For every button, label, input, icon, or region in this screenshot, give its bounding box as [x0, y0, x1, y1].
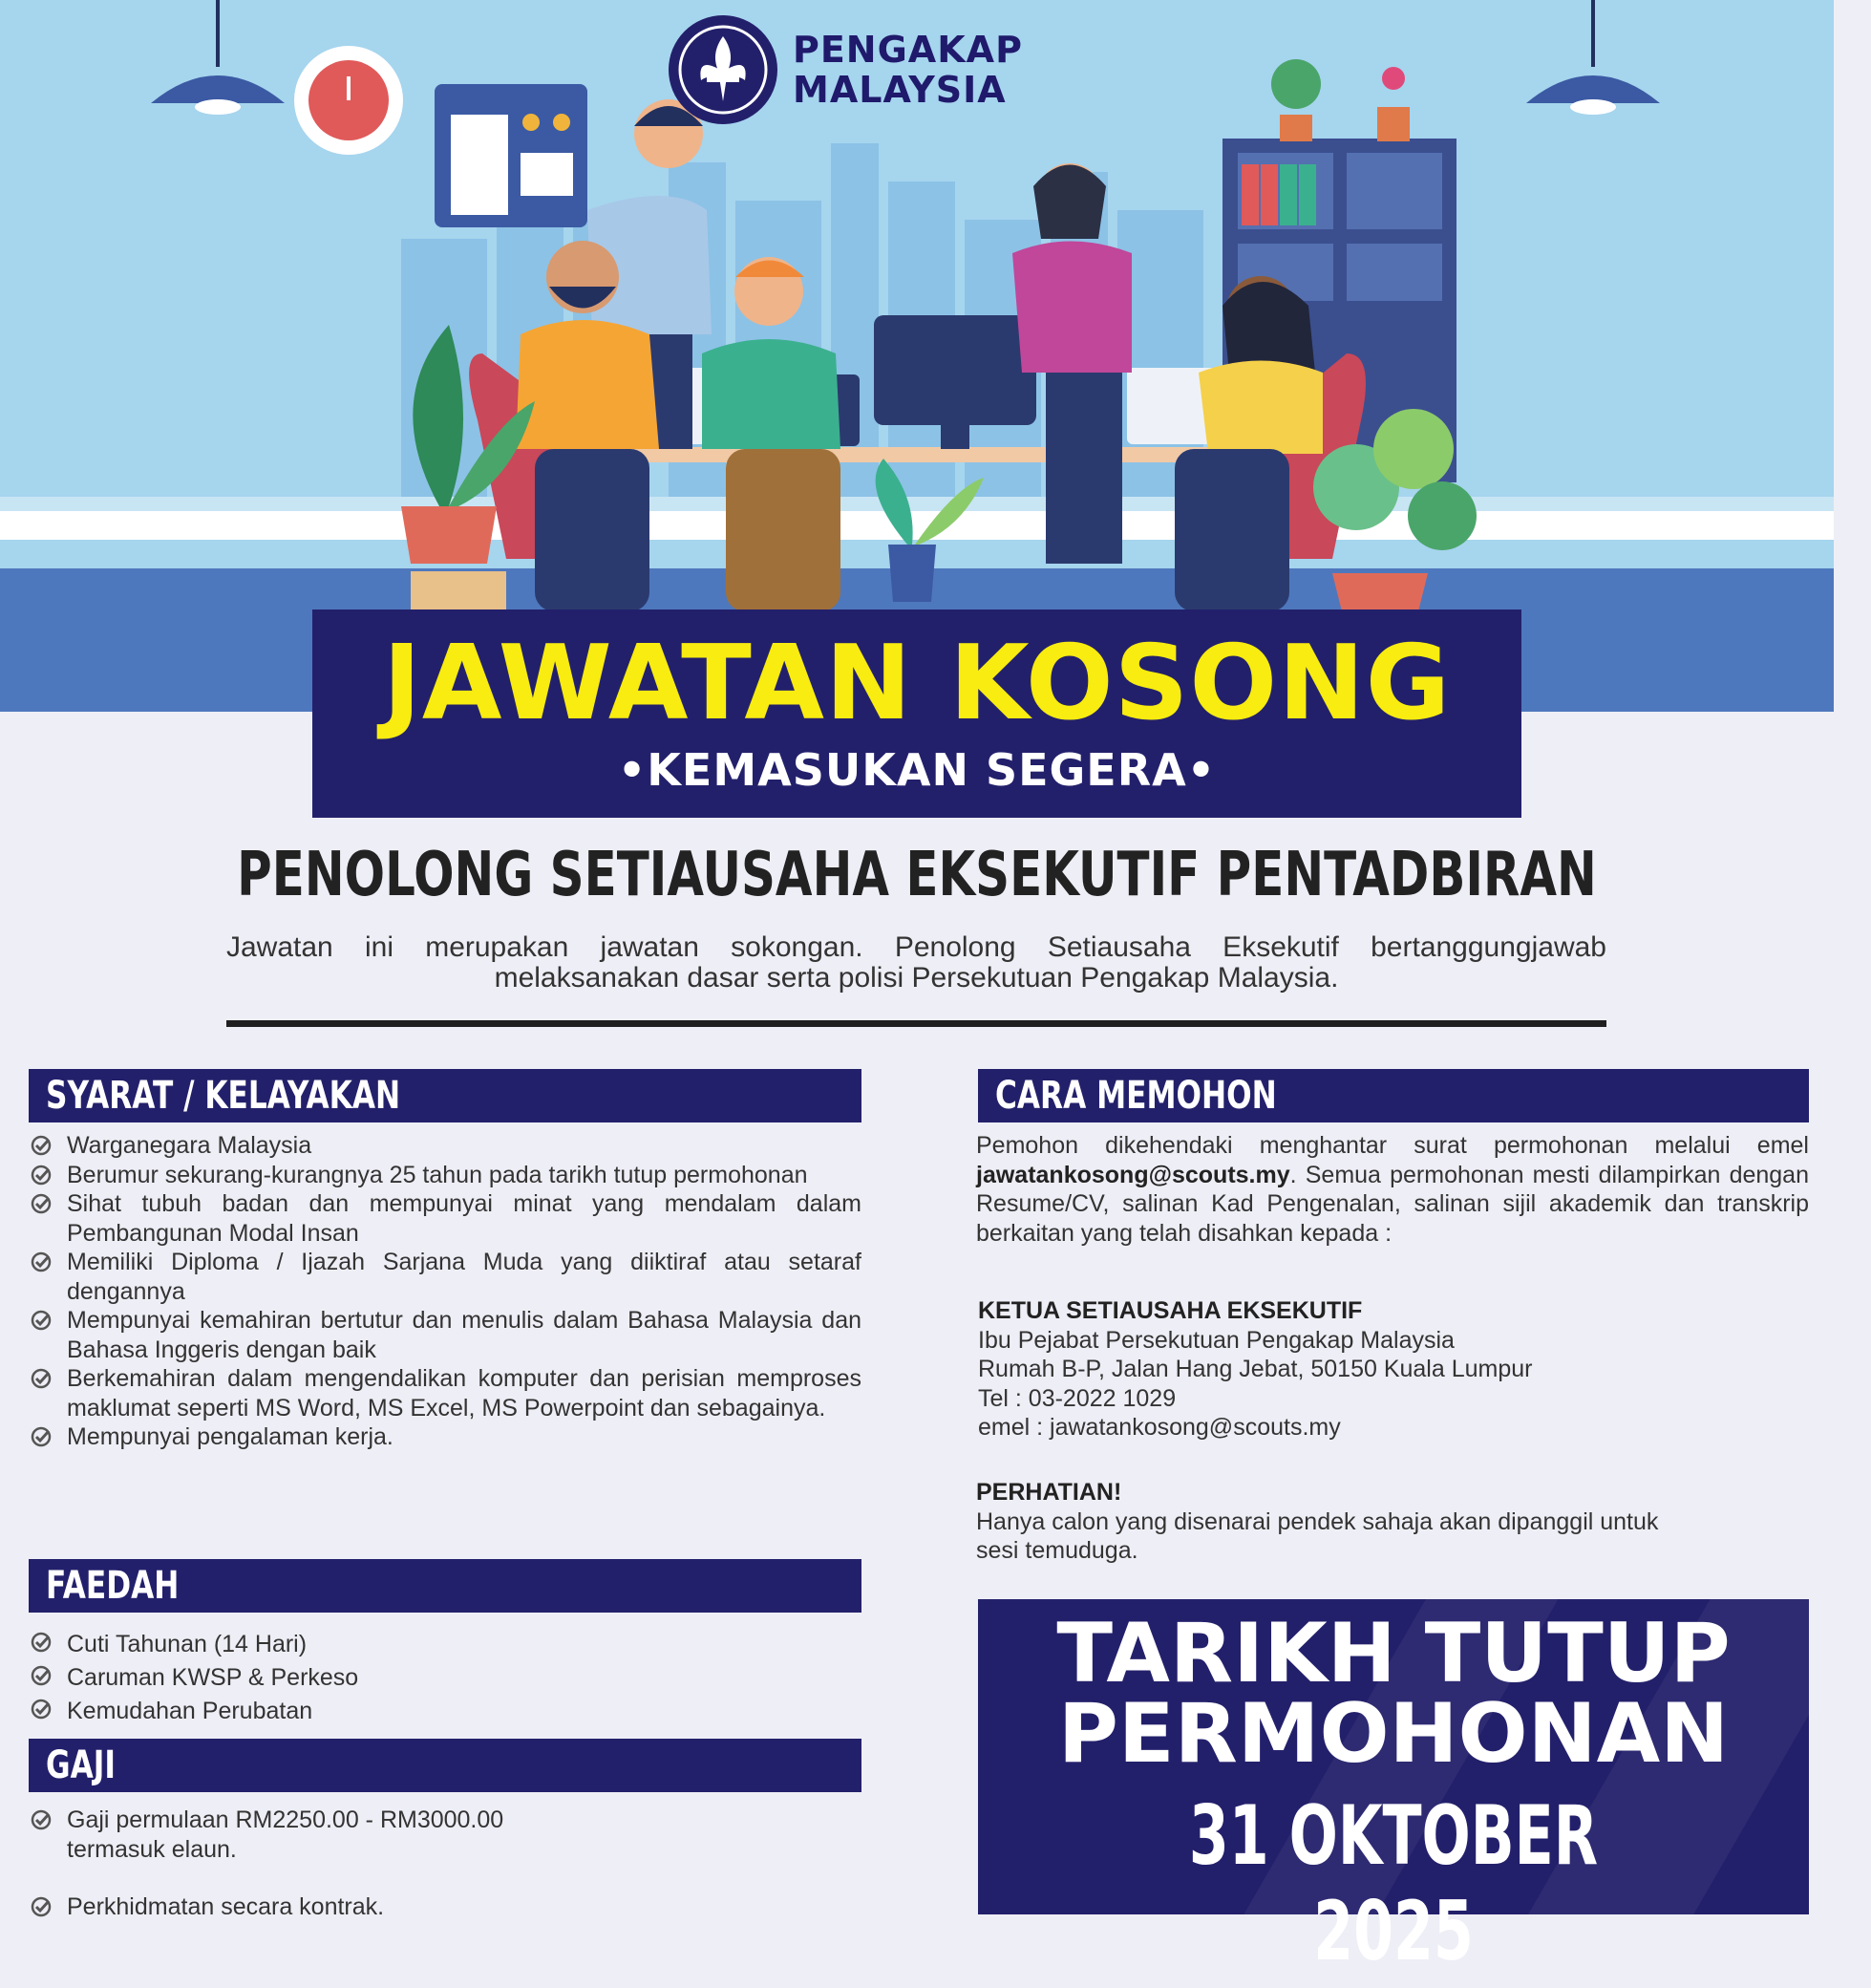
check-circle-icon: [31, 1632, 52, 1653]
benefits-list: [31, 1628, 861, 1728]
requirements-heading: SYARAT / KELAYAKAN: [29, 1069, 861, 1122]
check-circle-icon: [31, 1665, 52, 1686]
notice-line-2: sesi temuduga.: [976, 1537, 1138, 1564]
list-item: Mempunyai pengalaman kerja.: [31, 1422, 861, 1452]
check-circle-icon: [31, 1368, 52, 1389]
deadline-line-1: TARIKH TUTUP: [1056, 1606, 1731, 1701]
list-item: Cuti Tahunan (14 Hari): [31, 1628, 861, 1661]
vacancy-title-box: [312, 609, 1521, 818]
list-item: Memiliki Diploma / Ijazah Sarjana Muda yang diiktiraf atau setaraf dengannya: [31, 1248, 861, 1306]
check-circle-icon: [31, 1699, 52, 1720]
divider: [226, 1020, 1606, 1027]
address-block: [978, 1296, 1532, 1443]
apply-instructions: Pemohon dikehendaki menghantar surat permohonan melalui emel jawatankosong@scouts.my. Semua permohonan mesti dilampirkan dengan Resume/CV, salinan Kad Pengenalan, salinan sijil akademik dan transkrip berkaitan yang telah disahkan kepada :: [976, 1132, 1809, 1247]
requirements-list: [31, 1131, 861, 1452]
check-circle-icon: [31, 1193, 52, 1214]
deadline-box: [978, 1599, 1809, 1979]
check-circle-icon: [31, 1896, 52, 1917]
intro-paragraph: Jawatan ini merupakan jawatan sokongan. Penolong Setiausaha Eksekutif bertanggungjawab melaksanakan dasar serta polisi Persekutuan Pengakap Malaysia.: [226, 931, 1606, 994]
title-sub: •KEMASUKAN SEGERA•: [617, 744, 1217, 796]
check-circle-icon: [31, 1426, 52, 1447]
fleur-de-lis-emblem-icon: [667, 13, 779, 126]
list-item: Caruman KWSP & Perkeso: [31, 1661, 861, 1695]
list-item: Sihat tubuh badan dan mempunyai minat yang mendalam dalam Pembangunan Modal Insan: [31, 1189, 861, 1248]
address-line-2: Rumah B-P, Jalan Hang Jebat, 50150 Kuala Lumpur: [978, 1356, 1533, 1382]
salary-heading: GAJI: [29, 1739, 861, 1792]
address-email[interactable]: emel : jawatankosong@scouts.my: [978, 1414, 1341, 1441]
deadline-date: 31 OKTOBER 2025: [1188, 1788, 1599, 1979]
address-line-1: Ibu Pejabat Persekutuan Pengakap Malaysia: [978, 1326, 1455, 1354]
position-title: PENOLONG SETIAUSAHA EKSEKUTIF PENTADBIRAN: [237, 840, 1597, 910]
list-item: Gaji permulaan RM2250.00 - RM3000.00 termasuk elaun.: [31, 1806, 861, 1864]
logo-line-2: MALAYSIA: [793, 69, 1007, 111]
check-circle-icon: [31, 1251, 52, 1272]
address-tel: Tel : 03-2022 1029: [978, 1384, 1177, 1412]
list-item: Mempunyai kemahiran bertutur dan menulis dalam Bahasa Malaysia dan Bahasa Inggeris dengan baik: [31, 1306, 861, 1364]
list-item: Kemudahan Perubatan: [31, 1695, 861, 1728]
list-item: Warganegara Malaysia: [31, 1131, 861, 1161]
notice-block: [976, 1478, 1817, 1566]
notice-line-1: Hanya calon yang disenarai pendek sahaja akan dipanggil untuk: [976, 1507, 1659, 1535]
notice-title: PERHATIAN!: [976, 1479, 1122, 1506]
list-item: Berumur sekurang-kurangnya 25 tahun pada tarikh tutup permohonan: [31, 1161, 861, 1190]
deadline-line-2: PERMOHONAN: [1057, 1686, 1730, 1782]
list-item: Berkemahiran dalam mengendalikan komputer dan perisian memproses maklumat seperti MS Word, MS Excel, MS Powerpoint dan sebagainya.: [31, 1364, 861, 1422]
apply-email-link[interactable]: jawatankosong@scouts.my: [976, 1161, 1290, 1188]
list-item: Perkhidmatan secara kontrak.: [31, 1892, 861, 1922]
check-circle-icon: [31, 1310, 52, 1331]
benefits-heading: FAEDAH: [29, 1559, 861, 1613]
check-circle-icon: [31, 1165, 52, 1186]
check-circle-icon: [31, 1809, 52, 1830]
logo-line-1: PENGAKAP: [793, 29, 1023, 71]
scout-logo: [667, 13, 1023, 126]
check-circle-icon: [31, 1135, 52, 1156]
how-to-apply-heading: CARA MEMOHON: [978, 1069, 1809, 1122]
salary-list: [31, 1806, 861, 1922]
title-main: JAWATAN KOSONG: [382, 624, 1452, 743]
address-title: KETUA SETIAUSAHA EKSEKUTIF: [978, 1297, 1363, 1324]
